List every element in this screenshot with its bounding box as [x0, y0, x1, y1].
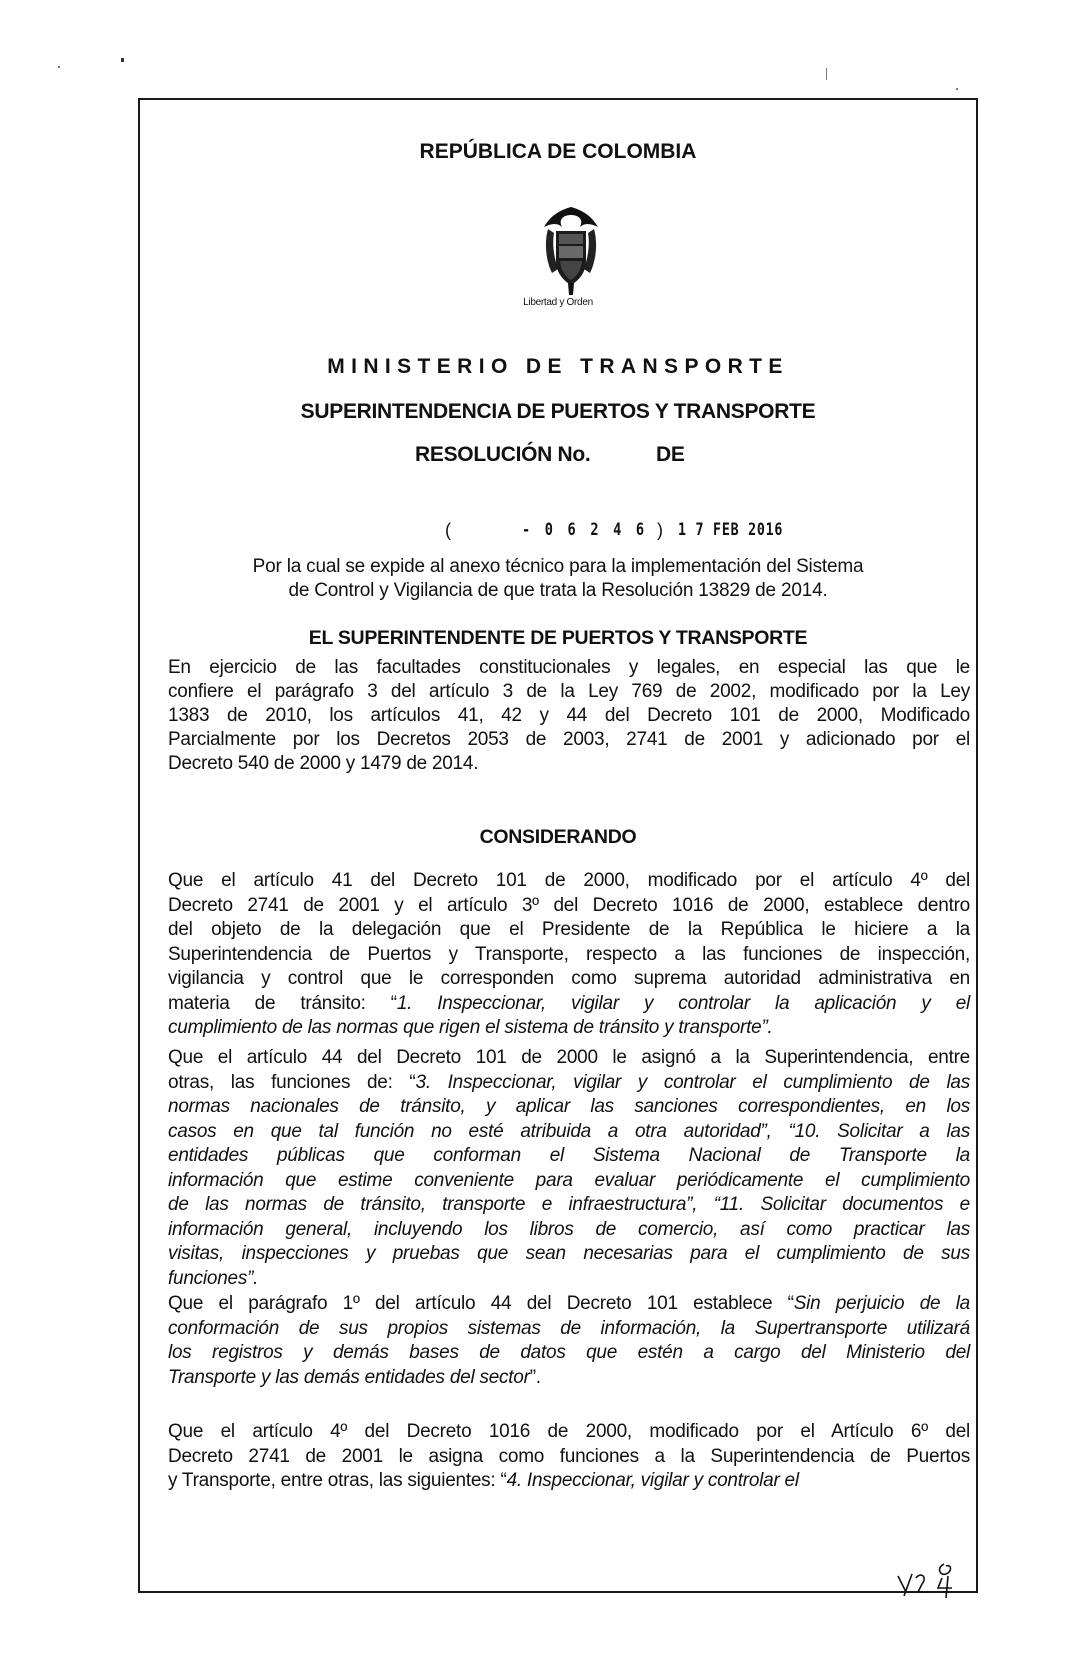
resolution-stamp: [0, 520, 1076, 546]
paragraph-line: [168, 1071, 970, 1095]
paragraph-line: [168, 1120, 970, 1144]
paragraph-line: [168, 1169, 970, 1193]
paragraph-line: [168, 1469, 970, 1493]
resolution-date-label: DE: [656, 443, 685, 466]
body-text: Que el artículo 4º del Decreto 1016 de 2000, modificado por el Artículo 6º del: [168, 1421, 970, 1442]
body-text: otras, las funciones de: “: [168, 1071, 416, 1093]
paragraph-line: [168, 1341, 970, 1365]
preamble-line: confiere el parágrafo 3 del artículo 3 de la Ley 769 de 2002, modificado por la Ley: [168, 681, 970, 702]
paragraph-line: [168, 1046, 970, 1070]
scan-speck: [58, 66, 60, 68]
paragraph-line: [168, 1144, 970, 1168]
paragraph-line: [168, 1095, 970, 1119]
quoted-text: 1. Inspeccionar, vigilar y controlar la aplicación y el: [396, 992, 970, 1014]
considerando-heading: CONSIDERANDO: [479, 826, 637, 848]
stamp-close-paren: ): [657, 520, 663, 540]
body-text: Superintendencia de Puertos y Transporte, respecto a las funciones de inspección,: [168, 943, 970, 965]
colombia-coat-of-arms-icon: [538, 203, 604, 299]
paragraph-line: [168, 943, 970, 967]
ministry-heading: MINISTERIO DE TRANSPORTE: [327, 355, 789, 378]
quoted-text: Sin perjuicio de la: [793, 1293, 970, 1314]
preamble-line: 1383 de 2010, los artículos 41, 42 y 44 del Decreto 101 de 2000, Modificado: [168, 705, 970, 726]
preamble-line: Parcialmente por los Decretos 2053 de 2003, 2741 de 2001 y adicionado por el: [168, 729, 970, 750]
superintendency-heading: SUPERINTENDENCIA DE PUERTOS Y TRANSPORTE: [300, 400, 816, 423]
resolution-number-stamp: - 0 6 2 4 6: [522, 520, 648, 540]
paragraph-line: [168, 967, 970, 991]
quoted-text: información general, incluyendo los libros de comercio, así como practicar las: [168, 1218, 970, 1240]
body-text: Que el artículo 41 del Decreto 101 de 2000, modificado por el artículo 4º del: [168, 870, 970, 891]
resolution-number-label: RESOLUCIÓN No.: [415, 443, 591, 466]
paragraph-line: [168, 869, 970, 893]
quoted-text: normas nacionales de tránsito, y aplicar las sanciones correspondientes, en los: [168, 1096, 970, 1117]
quoted-text: conformación de sus propios sistemas de información, la Supertransporte utilizará: [168, 1317, 970, 1339]
body-text: materia de tránsito: “: [168, 992, 397, 1014]
scan-speck: [956, 88, 958, 90]
stamp-open-paren: (: [445, 520, 451, 540]
paragraph-line: [168, 1193, 970, 1217]
body-text: y Transporte, entre otras, las siguientes: “: [168, 1470, 507, 1491]
body-text: ”.: [529, 1366, 541, 1388]
body-text: vigilancia y control que le corresponden como suprema autoridad administrativa en: [168, 968, 970, 989]
body-text: Decreto 2741 de 2001 le asigna como funciones a la Superintendencia de Puertos: [168, 1445, 970, 1467]
quoted-text: casos en que tal función no esté atribuida a otra autoridad”, “10. Solicitar a las: [168, 1120, 970, 1142]
paragraph-line: [168, 992, 970, 1016]
signatory-heading: EL SUPERINTENDENTE DE PUERTOS Y TRANSPORTE: [308, 627, 808, 649]
preamble-line: Decreto 540 de 2000 y 1479 de 2014.: [168, 753, 479, 774]
paragraph-line: [168, 1445, 970, 1469]
preamble-line: En ejercicio de las facultades constitucionales y legales, en especial las que le: [168, 657, 970, 678]
quoted-text: Transporte y las demás entidades del sector: [168, 1366, 530, 1388]
quoted-text: entidades públicas que conforman el Sistema Nacional de Transporte la: [168, 1145, 970, 1166]
resolution-header: [0, 443, 1076, 471]
body-text: Decreto 2741 de 2001 y el artículo 3º del Decreto 1016 de 2000, establece dentro: [168, 894, 970, 916]
quoted-text: visitas, inspecciones y pruebas que sean necesarias para el cumplimiento de sus: [168, 1243, 970, 1264]
motto-text: Libertad y Orden: [523, 297, 593, 308]
paragraph-line: [168, 1218, 970, 1242]
paragraph-line: [168, 1242, 970, 1266]
paragraph-line: [168, 1292, 970, 1316]
body-text: Que el artículo 44 del Decreto 101 de 2000 le asignó a la Superintendencia, entre: [168, 1047, 970, 1068]
country-heading: REPÚBLICA DE COLOMBIA: [419, 140, 697, 163]
quoted-text: cumplimiento de las normas que rigen el sistema de tránsito y transporte”.: [168, 1017, 773, 1038]
quoted-text: funciones”.: [168, 1267, 259, 1289]
paragraph-line: [168, 1267, 970, 1291]
scan-speck: [826, 68, 827, 80]
subject-line: Por la cual se expide al anexo técnico para la implementación del Sistema: [252, 556, 864, 577]
quoted-text: de las normas de tránsito, transporte e infraestructura”, “11. Solicitar documentos e: [168, 1194, 970, 1215]
paragraph-line: [168, 1420, 970, 1444]
body-text: del objeto de la delegación que el Presidente de la República le hiciere a la: [168, 919, 970, 940]
quoted-text: información que estime conveniente para evaluar periódicamente el cumplimiento: [168, 1169, 970, 1191]
paragraph-line: [168, 918, 970, 942]
resolution-date-stamp: 1 7 FEB 2016: [678, 520, 784, 540]
quoted-text: 4. Inspeccionar, vigilar y controlar el: [506, 1470, 799, 1491]
body-text: Que el parágrafo 1º del artículo 44 del Decreto 101 establece “: [168, 1293, 794, 1314]
handwritten-initials-icon: [894, 1562, 966, 1598]
subject-line: de Control y Vigilancia de que trata la Resolución 13829 de 2014.: [288, 580, 828, 601]
paragraph-line: [168, 1366, 970, 1390]
quoted-text: los registros y demás bases de datos que estén a cargo del Ministerio del: [168, 1342, 970, 1363]
paragraph-line: [168, 894, 970, 918]
paragraph-line: [168, 1317, 970, 1341]
quoted-text: 3. Inspeccionar, vigilar y controlar el cumplimiento de las: [415, 1071, 970, 1093]
scan-speck: [121, 58, 124, 62]
paragraph-line: [168, 1016, 970, 1040]
